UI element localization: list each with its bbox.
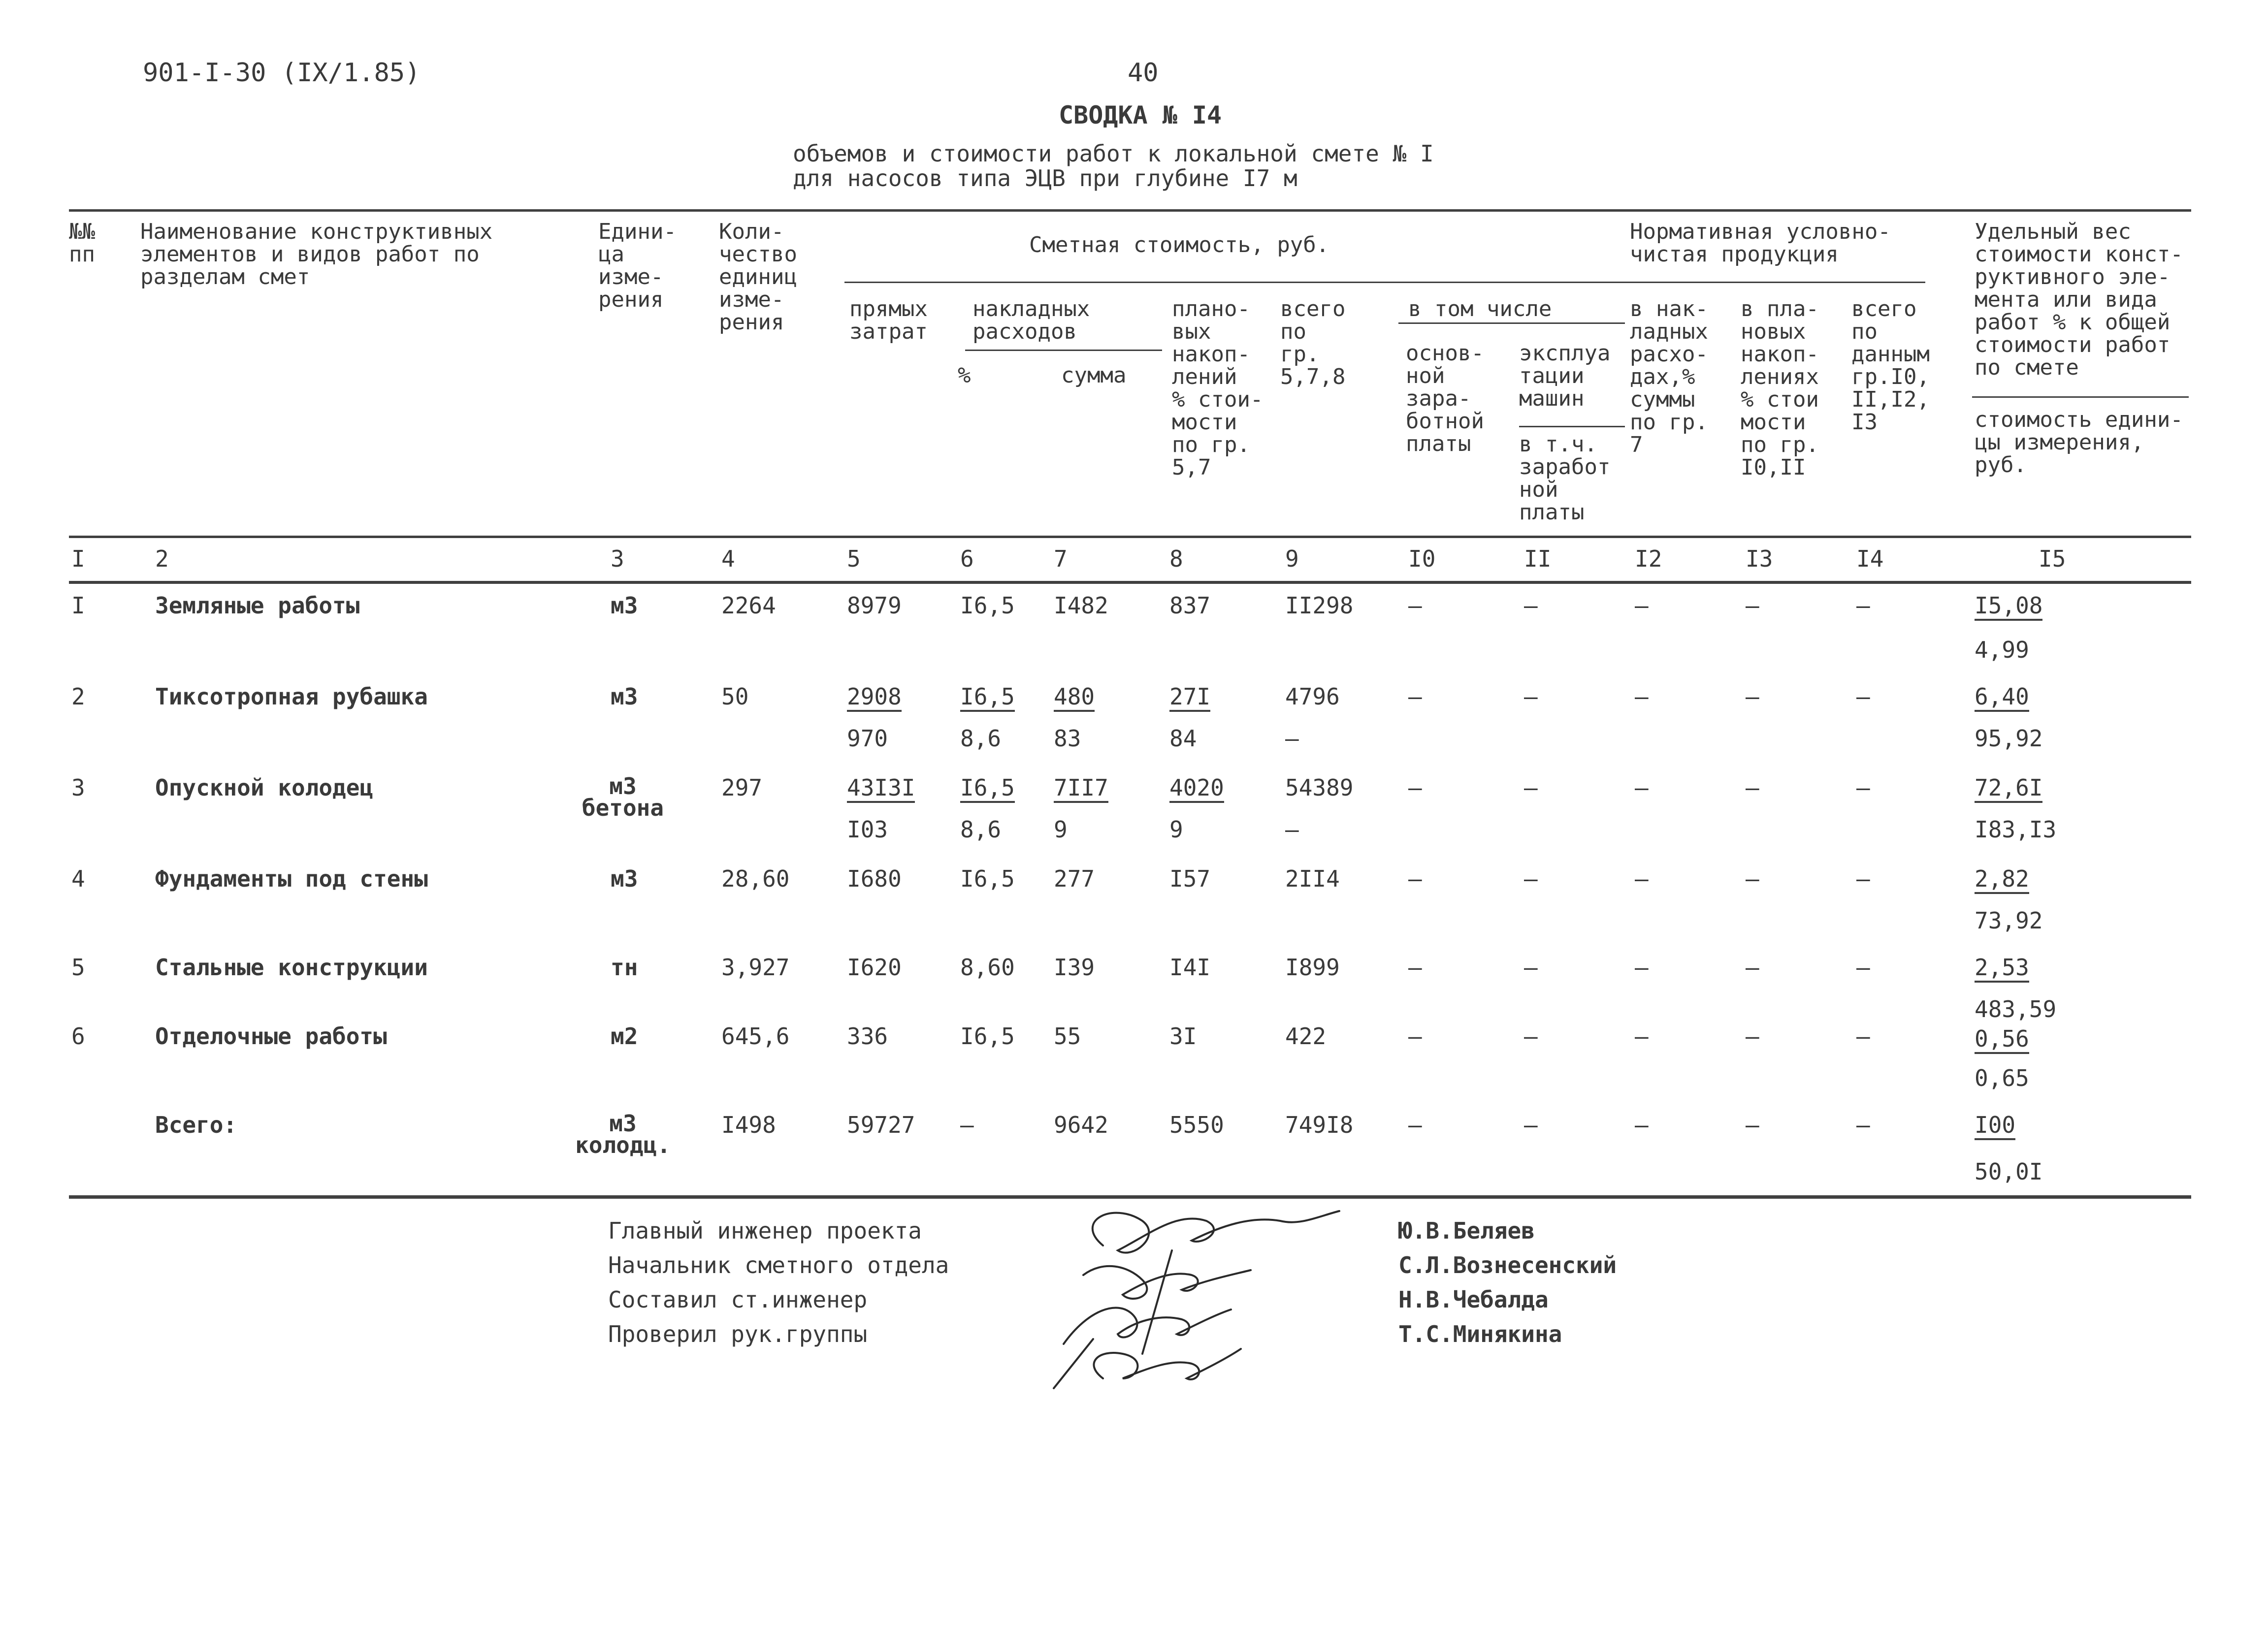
col-number: I3 [1746, 545, 1773, 572]
row-planned-sub: 9 [1169, 816, 1183, 843]
row-total: 4796 [1285, 683, 1340, 710]
col-header-name: Наименование конструктивных элементов и видов работ по разделам смет [140, 219, 493, 289]
row-c10: – [1408, 774, 1422, 801]
row-total-sub: – [1285, 725, 1299, 752]
row-unit: тн [611, 954, 638, 981]
row-overhead-pct: I6,5 [960, 865, 1015, 892]
signature-role: Начальник сметного отдела [608, 1252, 949, 1278]
row-no: 5 [71, 954, 85, 981]
machines-sub-rule [1519, 426, 1625, 427]
total-row-c14: – [1856, 1112, 1870, 1138]
row-c10: – [1408, 683, 1422, 710]
row-overhead-sum: 480 [1054, 684, 1095, 712]
row-total: 2II4 [1285, 865, 1340, 892]
row-share: I5,08 [1975, 593, 2042, 621]
row-no: 4 [71, 865, 85, 892]
row-name: Стальные конструкции [155, 954, 428, 981]
row-qty: 645,6 [721, 1023, 790, 1050]
signatory-name: Ю.В.Беляев [1398, 1217, 1535, 1244]
row-overhead-pct: I6,5 [960, 684, 1015, 712]
row-c14: – [1856, 592, 1870, 619]
share-sub-rule [1972, 396, 2189, 398]
col-number: 8 [1169, 545, 1183, 572]
row-c11: – [1524, 954, 1538, 981]
norm-group-rule [1630, 282, 1925, 283]
total-row-qty: I498 [721, 1112, 776, 1138]
row-direct: I620 [847, 954, 902, 981]
signature-stroke-1 [1093, 1211, 1339, 1253]
row-no: 3 [71, 774, 85, 801]
row-name: Отделочные работы [155, 1023, 387, 1050]
col-header-overhead-sum: сумма [1061, 363, 1127, 388]
page-title: СВОДКА № I4 [1059, 101, 1222, 129]
row-c12: – [1635, 683, 1649, 710]
col-header-qty: Коли- чество единиц изме- рения [719, 219, 797, 335]
row-unit: м3 [611, 592, 638, 619]
row-total: II298 [1285, 592, 1354, 619]
row-no: 2 [71, 683, 85, 710]
row-overhead-pct: 8,60 [960, 954, 1015, 981]
col-number: I2 [1635, 545, 1662, 572]
col-header-unit: Едини- ца изме- рения [598, 219, 677, 312]
total-row-unit: м3 колодц. [575, 1110, 671, 1158]
col-header-incl: в том числе [1408, 296, 1552, 321]
row-overhead-pct-sub: 8,6 [960, 725, 1002, 752]
row-direct: 43I3I [847, 775, 915, 803]
row-share: 6,40 [1975, 684, 2029, 712]
row-overhead-pct: I6,5 [960, 592, 1015, 619]
row-c10: – [1408, 592, 1422, 619]
row-unit-cost: 0,65 [1975, 1065, 2029, 1091]
row-c13: – [1746, 683, 1759, 710]
col-header-total: всего по гр. 5,7,8 [1280, 296, 1346, 389]
col-header-overhead-group: накладных расходов [972, 296, 1090, 344]
row-share: 2,82 [1975, 866, 2029, 894]
col-header-machines-wages: в т.ч. заработ ной платы [1519, 432, 1611, 525]
table-top-rule [69, 209, 2191, 212]
row-qty: 3,927 [721, 954, 790, 981]
row-c11: – [1524, 1023, 1538, 1050]
row-c13: – [1746, 865, 1759, 892]
row-c10: – [1408, 954, 1422, 981]
total-row-unit-cost: 50,0I [1975, 1158, 2043, 1185]
row-total: 422 [1285, 1023, 1327, 1050]
row-c12: – [1635, 1023, 1649, 1050]
col-header-wages: основ- ной зара- ботной платы [1406, 341, 1484, 456]
col-header-norm-total: всего по данным гр.I0, II,I2, I3 [1851, 296, 1930, 435]
signatory-name: Т.С.Минякина [1398, 1321, 1562, 1347]
row-direct: I680 [847, 865, 902, 892]
row-no: 6 [71, 1023, 85, 1050]
signature-stroke-6 [1054, 1339, 1093, 1388]
row-c11: – [1524, 774, 1538, 801]
row-direct: 336 [847, 1023, 888, 1050]
col-header-unit-cost: стоимость едини- цы измерения, руб. [1975, 407, 2183, 478]
subtitle-line-1: объемов и стоимости работ к локальной смете № I [793, 140, 1434, 167]
row-c13: – [1746, 1023, 1759, 1050]
row-direct: 8979 [847, 592, 902, 619]
row-no: I [71, 592, 85, 619]
row-planned: I57 [1169, 865, 1211, 892]
row-planned: 837 [1169, 592, 1211, 619]
row-total: 54389 [1285, 774, 1354, 801]
row-planned: 3I [1169, 1023, 1197, 1050]
col-number: I5 [2039, 545, 2066, 572]
row-unit-cost: I83,I3 [1975, 816, 2057, 843]
row-overhead-sum: 277 [1054, 865, 1095, 892]
row-c14: – [1856, 1023, 1870, 1050]
row-total-sub: – [1285, 816, 1299, 843]
col-header-direct: прямых затрат [849, 296, 928, 344]
row-c10: – [1408, 865, 1422, 892]
col-number: I4 [1856, 545, 1884, 572]
row-planned: I4I [1169, 954, 1211, 981]
row-c13: – [1746, 954, 1759, 981]
row-c12: – [1635, 865, 1649, 892]
col-header-no: №№ пп [69, 219, 95, 267]
row-c12: – [1635, 774, 1649, 801]
doc-code: 901-I-30 (IX/1.85) [143, 58, 421, 88]
col-header-norm-group: Нормативная условно- чистая продукция [1630, 219, 1891, 267]
col-number: 6 [960, 545, 974, 572]
signature-stroke-4 [1094, 1349, 1241, 1379]
col-number: I0 [1408, 545, 1436, 572]
row-planned: 4020 [1169, 775, 1224, 803]
row-c14: – [1856, 865, 1870, 892]
row-c14: – [1856, 774, 1870, 801]
total-row-label: Всего: [155, 1112, 237, 1138]
row-unit-cost: 95,92 [1975, 725, 2043, 752]
row-unit-cost: 73,92 [1975, 907, 2043, 934]
row-share: 2,53 [1975, 955, 2029, 983]
row-c11: – [1524, 683, 1538, 710]
row-unit: м3 [611, 683, 638, 710]
row-qty: 28,60 [721, 865, 790, 892]
row-c14: – [1856, 954, 1870, 981]
signature-role: Главный инженер проекта [608, 1217, 922, 1244]
row-qty: 297 [721, 774, 763, 801]
row-total: I899 [1285, 954, 1340, 981]
row-name: Тиксотропная рубашка [155, 683, 428, 710]
row-overhead-sum: I482 [1054, 592, 1108, 619]
total-row-c13: – [1746, 1112, 1759, 1138]
total-row-c12: – [1635, 1112, 1649, 1138]
row-unit: м3 [611, 865, 638, 892]
row-overhead-sum: 7II7 [1054, 775, 1108, 803]
total-row-c10: – [1408, 1112, 1422, 1138]
row-overhead-pct-sub: 8,6 [960, 816, 1002, 843]
total-row-total: 749I8 [1285, 1112, 1354, 1138]
subtitle-line-2: для насосов типа ЭЦВ при глубине I7 м [793, 165, 1297, 192]
row-c11: – [1524, 865, 1538, 892]
col-header-norm-overhead: в нак- ладных расхо- дах,% суммы по гр. 7 [1630, 296, 1708, 457]
col-header-machines: эксплуа тации машин [1519, 341, 1611, 411]
row-qty: 2264 [721, 592, 776, 619]
signature-role: Составил ст.инженер [608, 1286, 868, 1313]
row-c11: – [1524, 592, 1538, 619]
row-c13: – [1746, 774, 1759, 801]
colnum-bottom-rule [69, 581, 2191, 584]
handwritten-signatures [1044, 1191, 1359, 1408]
signature-stroke-5 [1142, 1250, 1172, 1354]
col-number: II [1524, 545, 1552, 572]
row-planned: 27I [1169, 684, 1210, 712]
col-number: 9 [1285, 545, 1299, 572]
total-row-share: I00 [1975, 1113, 2015, 1140]
row-overhead-pct: I6,5 [960, 775, 1015, 803]
row-c13: – [1746, 592, 1759, 619]
row-overhead-sum-sub: 9 [1054, 816, 1068, 843]
row-c14: – [1856, 683, 1870, 710]
row-name: Опускной колодец [155, 774, 374, 801]
page-number: 40 [1128, 58, 1159, 88]
col-number: 5 [847, 545, 861, 572]
col-number: 2 [155, 545, 169, 572]
total-row-direct: 59727 [847, 1112, 915, 1138]
signatory-name: С.Л.Вознесенский [1398, 1252, 1617, 1278]
row-c10: – [1408, 1023, 1422, 1050]
row-name: Фундаменты под стены [155, 865, 428, 892]
col-number: I [71, 545, 85, 572]
row-direct-sub: I03 [847, 816, 888, 843]
signatory-name: Н.В.Чебалда [1398, 1286, 1549, 1313]
header-bottom-rule [69, 536, 2191, 538]
col-header-share: Удельный вес стоимости конст- руктивного эле- мента или вида работ % к общей стоимости работ по смете [1975, 219, 2183, 380]
row-qty: 50 [721, 683, 749, 710]
overhead-group-rule [965, 350, 1162, 351]
row-c12: – [1635, 592, 1649, 619]
row-share: 0,56 [1975, 1026, 2029, 1054]
col-number: 7 [1054, 545, 1068, 572]
col-header-norm-planned: в пла- новых накоп- лениях % стои мости по гр. I0,II [1741, 296, 1819, 480]
col-header-cost-group: Сметная стоимость, руб. [1029, 232, 1329, 257]
row-unit-cost: 4,99 [1975, 637, 2029, 663]
col-header-planned: плано- вых накоп- лений % стои- мости по гр. 5,7 [1172, 296, 1264, 480]
row-share: 72,6I [1975, 775, 2042, 803]
row-unit-cost: 483,59 [1975, 996, 2057, 1022]
col-number: 3 [611, 545, 624, 572]
total-row-planned: 5550 [1169, 1112, 1224, 1138]
row-overhead-sum: I39 [1054, 954, 1095, 981]
row-direct-sub: 970 [847, 725, 888, 752]
total-row-c11: – [1524, 1112, 1538, 1138]
signature-role: Проверил рук.группы [608, 1321, 868, 1347]
total-row-sum: 9642 [1054, 1112, 1108, 1138]
col-header-overhead-pct: % [958, 363, 971, 388]
row-overhead-pct: I6,5 [960, 1023, 1015, 1050]
incl-group-rule [1398, 322, 1625, 324]
row-c12: – [1635, 954, 1649, 981]
col-number: 4 [721, 545, 735, 572]
row-name: Земляные работы [155, 592, 360, 619]
total-row-pct: – [960, 1112, 974, 1138]
row-unit: м3 бетона [582, 773, 664, 821]
row-overhead-sum-sub: 83 [1054, 725, 1081, 752]
row-unit: м2 [611, 1023, 638, 1050]
row-overhead-sum: 55 [1054, 1023, 1081, 1050]
cost-group-rule [844, 282, 1632, 283]
row-direct: 2908 [847, 684, 902, 712]
row-planned-sub: 84 [1169, 725, 1197, 752]
